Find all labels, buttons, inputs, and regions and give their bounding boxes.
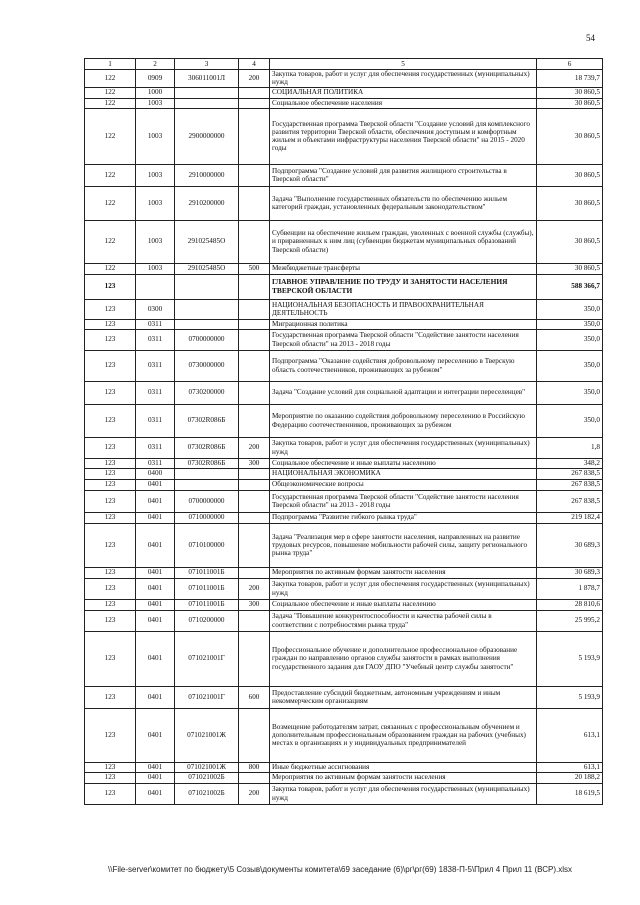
cell-target-article: 071021001Ж: [175, 708, 239, 762]
cell-target-article: 306011001Л: [175, 70, 239, 88]
header-col-2: 2: [136, 59, 175, 70]
table-row: [85, 468, 603, 479]
cell-expense-type: [239, 404, 270, 437]
cell-target-article: [175, 319, 239, 329]
cell-description: Задача "Создание условий для социальной адаптации и интеграции переселенцев": [270, 381, 537, 404]
cell-ministry-code: 123: [85, 490, 136, 512]
table-row: [85, 87, 603, 98]
cell-amount: 350,0: [537, 299, 603, 319]
cell-target-article: 071021002Б: [175, 783, 239, 804]
cell-amount: 267 838,5: [537, 490, 603, 512]
cell-expense-type: [239, 274, 270, 299]
cell-section-code: 1003: [136, 263, 175, 274]
table-row: [85, 263, 603, 274]
table-row: [85, 381, 603, 404]
cell-ministry-code: 123: [85, 783, 136, 804]
cell-section-code: 0401: [136, 479, 175, 490]
cell-section-code: 0400: [136, 468, 175, 479]
cell-ministry-code: 123: [85, 404, 136, 437]
cell-target-article: 071021001Ж: [175, 762, 239, 772]
cell-target-article: 071011001Б: [175, 567, 239, 578]
cell-expense-type: [239, 319, 270, 329]
cell-ministry-code: 123: [85, 468, 136, 479]
cell-target-article: 0700000000: [175, 490, 239, 512]
cell-description: Задача "Реализация мер в сфере занятости населения, направленных на развитие трудовых ресурсов, повышение мобильности рабочей силы, защиту регионального рынка труда": [270, 523, 537, 567]
cell-target-article: 0730200000: [175, 381, 239, 404]
cell-target-article: [175, 274, 239, 299]
cell-ministry-code: 123: [85, 350, 136, 381]
cell-section-code: 0401: [136, 631, 175, 686]
cell-amount: 18 739,7: [537, 70, 603, 88]
cell-target-article: 071021001Г: [175, 631, 239, 686]
cell-section-code: 0401: [136, 490, 175, 512]
cell-expense-type: [239, 631, 270, 686]
table-row: [85, 220, 603, 263]
cell-target-article: 071011001Б: [175, 599, 239, 610]
cell-description: Межбюджетные трансферты: [270, 263, 537, 274]
cell-expense-type: [239, 610, 270, 631]
cell-amount: 30 860,5: [537, 98, 603, 108]
cell-target-article: 07302R086Б: [175, 458, 239, 468]
table-row: [85, 772, 603, 783]
budget-table: [84, 58, 603, 805]
table-row: [85, 350, 603, 381]
cell-ministry-code: 123: [85, 599, 136, 610]
cell-description: Государственная программа Тверской области "Создание условий для комплексного развития территории Тверской области, обеспечения доступным и комфортным жильем и объектами инфраструктуры населения Тверской области" на 2015 - 2020 годы: [270, 108, 537, 164]
cell-amount: 30 860,5: [537, 220, 603, 263]
cell-description: Мероприятие по оказанию содействия добровольному переселению в Российскую Федерацию соотечественников, проживающих за рубежом: [270, 404, 537, 437]
cell-ministry-code: 122: [85, 70, 136, 88]
cell-section-code: 1003: [136, 98, 175, 108]
cell-description: Миграционная политика: [270, 319, 537, 329]
cell-description: Социальное обеспечение и иные выплаты населению: [270, 458, 537, 468]
cell-ministry-code: 123: [85, 329, 136, 350]
cell-target-article: 2900000000: [175, 108, 239, 164]
table-row: [85, 762, 603, 772]
cell-target-article: 2910200000: [175, 186, 239, 220]
cell-section-code: 0311: [136, 458, 175, 468]
cell-target-article: 071011001Б: [175, 578, 239, 599]
table-row: [85, 70, 603, 88]
cell-expense-type: 200: [239, 437, 270, 458]
cell-amount: 613,1: [537, 708, 603, 762]
cell-amount: 5 193,9: [537, 686, 603, 708]
cell-expense-type: 600: [239, 686, 270, 708]
cell-expense-type: [239, 350, 270, 381]
cell-expense-type: [239, 490, 270, 512]
cell-amount: 267 838,5: [537, 468, 603, 479]
cell-expense-type: [239, 512, 270, 523]
cell-amount: 350,0: [537, 381, 603, 404]
cell-section-code: 0401: [136, 523, 175, 567]
cell-section-code: 0401: [136, 762, 175, 772]
cell-section-code: 0401: [136, 783, 175, 804]
cell-ministry-code: 123: [85, 523, 136, 567]
cell-description: ГЛАВНОЕ УПРАВЛЕНИЕ ПО ТРУДУ И ЗАНЯТОСТИ НАСЕЛЕНИЯ ТВЕРСКОЙ ОБЛАСТИ: [270, 274, 537, 299]
cell-section-code: 0401: [136, 686, 175, 708]
cell-amount: 350,0: [537, 350, 603, 381]
cell-amount: 28 810,6: [537, 599, 603, 610]
cell-section-code: 0401: [136, 610, 175, 631]
cell-amount: 18 619,5: [537, 783, 603, 804]
cell-description: Закупка товаров, работ и услуг для обеспечения государственных (муниципальных) нужд: [270, 437, 537, 458]
cell-expense-type: 200: [239, 578, 270, 599]
cell-ministry-code: 123: [85, 567, 136, 578]
cell-description: НАЦИОНАЛЬНАЯ ЭКОНОМИКА: [270, 468, 537, 479]
cell-expense-type: 500: [239, 263, 270, 274]
footer-file-path: \\File-server\комитет по бюджету\5 Созыв\документы комитета\69 заседание (6)\рг\рг(69) 1838-П-5\Прил 4 Прил 11 (ВСР).xlsx: [108, 865, 572, 874]
cell-description: Иные бюджетные ассигнования: [270, 762, 537, 772]
cell-amount: 30 689,3: [537, 567, 603, 578]
table-row: [85, 567, 603, 578]
cell-expense-type: 300: [239, 599, 270, 610]
table-row: [85, 98, 603, 108]
cell-description: Предоставление субсидий бюджетным, автономным учреждениям и иным некоммерческим организациям: [270, 686, 537, 708]
cell-expense-type: 200: [239, 70, 270, 88]
cell-description: СОЦИАЛЬНАЯ ПОЛИТИКА: [270, 87, 537, 98]
cell-section-code: 1003: [136, 164, 175, 186]
cell-target-article: 291025485О: [175, 263, 239, 274]
cell-target-article: [175, 98, 239, 108]
table-row: [85, 479, 603, 490]
cell-description: Подпрограмма "Создание условий для развития жилищного строительства в Тверской области": [270, 164, 537, 186]
cell-ministry-code: 123: [85, 381, 136, 404]
cell-expense-type: [239, 567, 270, 578]
cell-expense-type: [239, 329, 270, 350]
cell-section-code: 1003: [136, 186, 175, 220]
cell-section-code: 0311: [136, 350, 175, 381]
cell-description: Закупка товаров, работ и услуг для обеспечения государственных (муниципальных) нужд: [270, 578, 537, 599]
cell-ministry-code: 123: [85, 631, 136, 686]
cell-section-code: 0311: [136, 381, 175, 404]
table-row: [85, 274, 603, 299]
cell-target-article: 07302R086Б: [175, 404, 239, 437]
cell-expense-type: [239, 772, 270, 783]
cell-expense-type: 300: [239, 458, 270, 468]
cell-section-code: 0401: [136, 772, 175, 783]
cell-amount: 30 860,5: [537, 263, 603, 274]
table-row: [85, 599, 603, 610]
table-row: [85, 299, 603, 319]
cell-ministry-code: 122: [85, 164, 136, 186]
cell-description: Государственная программа Тверской области "Содействие занятости населения Тверской области" на 2013 - 2018 годы: [270, 329, 537, 350]
cell-target-article: 291025485О: [175, 220, 239, 263]
cell-expense-type: [239, 468, 270, 479]
cell-ministry-code: 123: [85, 772, 136, 783]
cell-amount: 267 838,5: [537, 479, 603, 490]
cell-target-article: 071021002Б: [175, 772, 239, 783]
header-col-4: 4: [239, 59, 270, 70]
cell-description: Мероприятия по активным формам занятости населения: [270, 772, 537, 783]
cell-expense-type: [239, 108, 270, 164]
table-row: [85, 631, 603, 686]
cell-target-article: [175, 468, 239, 479]
cell-section-code: 1003: [136, 108, 175, 164]
cell-ministry-code: 123: [85, 299, 136, 319]
cell-expense-type: [239, 98, 270, 108]
cell-amount: 20 188,2: [537, 772, 603, 783]
cell-amount: 30 689,3: [537, 523, 603, 567]
table-row: [85, 164, 603, 186]
cell-section-code: 0300: [136, 299, 175, 319]
cell-target-article: 2910000000: [175, 164, 239, 186]
cell-ministry-code: 122: [85, 186, 136, 220]
cell-ministry-code: 123: [85, 458, 136, 468]
table-row: [85, 490, 603, 512]
cell-expense-type: 800: [239, 762, 270, 772]
cell-description: Социальное обеспечение и иные выплаты населению: [270, 599, 537, 610]
cell-target-article: [175, 479, 239, 490]
cell-expense-type: [239, 220, 270, 263]
cell-section-code: 0311: [136, 329, 175, 350]
cell-section-code: 0311: [136, 319, 175, 329]
table-row: [85, 783, 603, 804]
cell-description: Мероприятия по активным формам занятости населения: [270, 567, 537, 578]
header-col-1: 1: [85, 59, 136, 70]
table-row: [85, 686, 603, 708]
cell-expense-type: [239, 299, 270, 319]
cell-target-article: 0710000000: [175, 512, 239, 523]
cell-amount: 350,0: [537, 329, 603, 350]
cell-description: Подпрограмма "Оказание содействия добровольному переселению в Тверскую область соотечественников, проживающих за рубежом": [270, 350, 537, 381]
cell-ministry-code: 123: [85, 578, 136, 599]
table-row: [85, 437, 603, 458]
header-col-5: 5: [270, 59, 537, 70]
cell-section-code: 1003: [136, 220, 175, 263]
table-row: [85, 523, 603, 567]
cell-description: Подпрограмма "Развитие гибкого рынка труда": [270, 512, 537, 523]
cell-ministry-code: 123: [85, 479, 136, 490]
cell-ministry-code: 123: [85, 274, 136, 299]
table-row: [85, 610, 603, 631]
cell-amount: 350,0: [537, 319, 603, 329]
cell-amount: 30 860,5: [537, 108, 603, 164]
cell-ministry-code: 123: [85, 762, 136, 772]
cell-expense-type: [239, 708, 270, 762]
table-header-row: [85, 59, 603, 70]
cell-expense-type: [239, 479, 270, 490]
cell-target-article: 07302R086Б: [175, 437, 239, 458]
cell-description: НАЦИОНАЛЬНАЯ БЕЗОПАСНОСТЬ И ПРАВООХРАНИТЕЛЬНАЯ ДЕЯТЕЛЬНОСТЬ: [270, 299, 537, 319]
cell-section-code: 0401: [136, 708, 175, 762]
cell-target-article: 071021001Г: [175, 686, 239, 708]
cell-target-article: 0710200000: [175, 610, 239, 631]
cell-description: Закупка товаров, работ и услуг для обеспечения государственных (муниципальных) нужд: [270, 783, 537, 804]
cell-amount: 613,1: [537, 762, 603, 772]
cell-description: Возмещение работодателям затрат, связанных с профессиональным обучением и дополнительным профессиональным образованием граждан на рабочих (учебных) местах в организациях и у индивидуальных предпринимателей: [270, 708, 537, 762]
table-row: [85, 319, 603, 329]
table-row: [85, 108, 603, 164]
cell-amount: 25 995,2: [537, 610, 603, 631]
cell-target-article: [175, 87, 239, 98]
cell-ministry-code: 123: [85, 319, 136, 329]
cell-section-code: 0401: [136, 567, 175, 578]
cell-expense-type: [239, 164, 270, 186]
cell-section-code: 0401: [136, 512, 175, 523]
cell-expense-type: [239, 523, 270, 567]
table-body: [85, 70, 603, 805]
cell-section-code: 0401: [136, 578, 175, 599]
cell-amount: 1 878,7: [537, 578, 603, 599]
cell-amount: 1,8: [537, 437, 603, 458]
cell-amount: 30 860,5: [537, 87, 603, 98]
cell-section-code: 0401: [136, 599, 175, 610]
cell-ministry-code: 123: [85, 437, 136, 458]
cell-target-article: 0710100000: [175, 523, 239, 567]
cell-section-code: 0909: [136, 70, 175, 88]
cell-ministry-code: 123: [85, 686, 136, 708]
cell-ministry-code: 122: [85, 98, 136, 108]
cell-section-code: 0311: [136, 404, 175, 437]
cell-target-article: [175, 299, 239, 319]
cell-description: Задача "Повышение конкурентоспособности и качества рабочей силы в соответствии с потребностями рынка труда": [270, 610, 537, 631]
cell-expense-type: 200: [239, 783, 270, 804]
table-row: [85, 512, 603, 523]
cell-amount: 5 193,9: [537, 631, 603, 686]
page-number: 54: [586, 33, 595, 43]
cell-target-article: 0700000000: [175, 329, 239, 350]
table-row: [85, 578, 603, 599]
cell-amount: 30 860,5: [537, 186, 603, 220]
cell-ministry-code: 123: [85, 610, 136, 631]
table-row: [85, 186, 603, 220]
cell-ministry-code: 123: [85, 708, 136, 762]
cell-expense-type: [239, 87, 270, 98]
cell-section-code: 0311: [136, 437, 175, 458]
cell-description: Социальное обеспечение населения: [270, 98, 537, 108]
table-row: [85, 708, 603, 762]
cell-expense-type: [239, 381, 270, 404]
cell-section-code: [136, 274, 175, 299]
header-col-6: 6: [537, 59, 603, 70]
cell-ministry-code: 123: [85, 512, 136, 523]
cell-description: Закупка товаров, работ и услуг для обеспечения государственных (муниципальных) нужд: [270, 70, 537, 88]
cell-amount: 30 860,5: [537, 164, 603, 186]
cell-description: Профессиональное обучение и дополнительное профессиональное образование граждан по направлению органов службы занятости в рамках выполнения государственного задания для ГАОУ ДПО "Учебный центр службы занятости": [270, 631, 537, 686]
table-row: [85, 329, 603, 350]
header-col-3: 3: [175, 59, 239, 70]
cell-expense-type: [239, 186, 270, 220]
cell-target-article: 0730000000: [175, 350, 239, 381]
cell-ministry-code: 122: [85, 263, 136, 274]
cell-description: Субвенции на обеспечение жильем граждан, уволенных с военной службы (службы), и приравненных к ним лиц (субвенции бюджетам муниципальных образований Тверской области): [270, 220, 537, 263]
cell-amount: 588 366,7: [537, 274, 603, 299]
cell-description: Задача "Выполнение государственных обязательств по обеспечению жильем категорий граждан, установленных федеральным законодательством": [270, 186, 537, 220]
cell-section-code: 1000: [136, 87, 175, 98]
cell-ministry-code: 122: [85, 220, 136, 263]
cell-amount: 219 182,4: [537, 512, 603, 523]
table-row: [85, 404, 603, 437]
cell-amount: 350,0: [537, 404, 603, 437]
table-row: [85, 458, 603, 468]
cell-amount: 348,2: [537, 458, 603, 468]
cell-description: Общеэкономические вопросы: [270, 479, 537, 490]
cell-ministry-code: 122: [85, 87, 136, 98]
cell-ministry-code: 122: [85, 108, 136, 164]
cell-description: Государственная программа Тверской области "Содействие занятости населения Тверской области" на 2013 - 2018 годы: [270, 490, 537, 512]
